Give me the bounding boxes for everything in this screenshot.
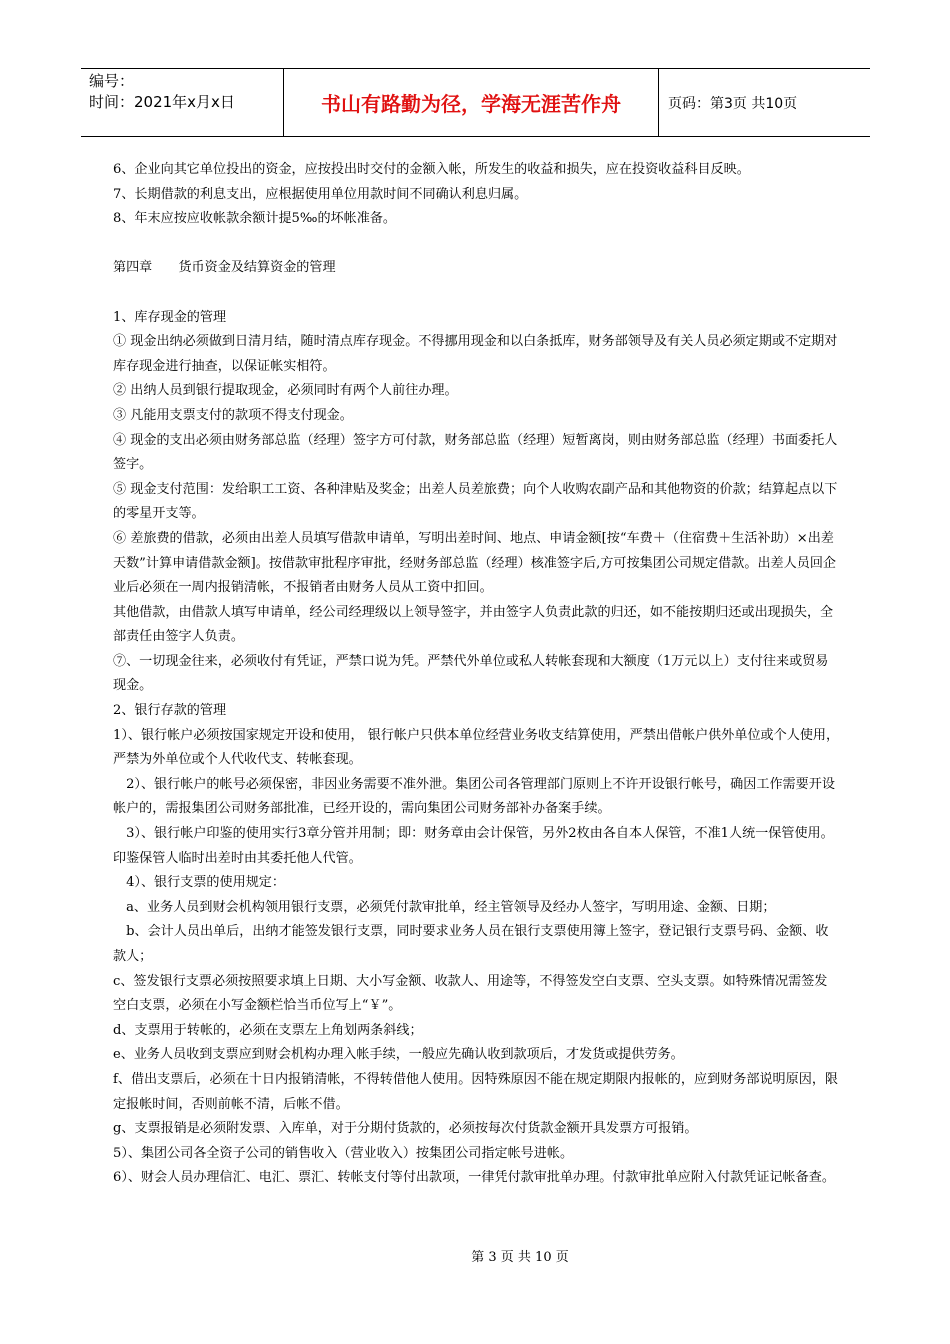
document-body — [113, 158, 840, 1191]
paragraph: 4）、银行支票的使用规定： — [113, 875, 285, 891]
header-page-info: 页码：第3页 共10页 — [668, 95, 798, 112]
paragraph: 1、库存现金的管理 — [113, 309, 227, 325]
paragraph: d、支票用于转帐的，必须在支票左上角划两条斜线； — [113, 1022, 423, 1038]
paragraph: ⑥ 差旅费的借款，必须由出差人员填写借款申请单，写明出差时间、地点、申请金额[按“车费＋（住宿费＋生活补助）×出差天数”计算申请借款金额]。按借款审批程序审批，经财务部总监（经理）核准签字后,方可按集团公司规定借款。出差人员回企业后必须在一周内报销清帐，不报销者由财务人员从工资中扣回。 — [113, 530, 837, 596]
date-line: 时间：2021年x月x日 — [89, 93, 235, 111]
paragraph: f、借出支票后，必须在十日内报销清帐，不得转借他人使用。因特殊原因不能在规定期限内报帐的，应到财务部说明原因，限定报帐时间，否则前帐不清，后帐不借。 — [113, 1071, 838, 1112]
paragraph: 6）、财会人员办理信汇、电汇、票汇、转帐支付等付出款项，一律凭付款审批单办理。付款审批单应附入付款凭证记帐备查。 — [113, 1170, 835, 1186]
paragraph: 2、银行存款的管理 — [113, 703, 227, 719]
paragraph: 1）、银行帐户必须按国家规定开设和使用， 银行帐户只供本单位经营业务收支结算使用，严禁出借帐户供外单位或个人使用，严禁为外单位或个人代收代支、转帐套现。 — [113, 727, 840, 768]
paragraph: 6、企业向其它单位投出的资金，应按投出时交付的金额入帐，所发生的收益和损失，应在投资收益科目反映。 — [113, 162, 750, 177]
paragraph: ⑦、一切现金往来，必须收付有凭证，严禁口说为凭。严禁代外单位或私人转帐套现和大额度（1万元以上）支付往来或贸易现金。 — [113, 653, 829, 694]
paragraph: ④ 现金的支出必须由财务部总监（经理）签字方可付款，财务部总监（经理）短暂离岗，则由财务部总监（经理）书面委托人签字。 — [113, 432, 838, 473]
paragraph: c、签发银行支票必须按照要求填上日期、大小写金额、收款人、用途等，不得签发空白支票、空头支票。如特殊情况需签发空白支票，必须在小写金额栏恰当币位写上“￥”。 — [113, 973, 828, 1014]
paragraph: a、业务人员到财会机构领用银行支票，必须凭付款审批单，经主管领导及经办人签字，写明用途、金额、日期； — [113, 899, 776, 915]
header-motto: 书山有路勤为径，学海无涯苦作舟 — [283, 69, 659, 136]
paragraph: g、支票报销是必须附发票、入库单，对于分期付货款的，必须按每次付货款金额开具发票方可报销。 — [113, 1121, 698, 1137]
paragraph: ① 现金出纳必须做到日清月结，随时清点库存现金。不得挪用现金和以白条抵库，财务部领导及有关人员必须定期或不定期对库存现金进行抽查，以保证帐实相符。 — [113, 334, 838, 374]
paragraph: 3）、银行帐户印鉴的使用实行3章分管并用制；即：财务章由会计保管，另外2枚由各自本人保管，不准1人统一保管使用。印鉴保管人临时出差时由其委托他人代管。 — [113, 826, 834, 866]
paragraph: ② 出纳人员到银行提取现金，必须同时有两个人前往办理。 — [113, 383, 458, 399]
header-info — [81, 69, 283, 136]
paragraph: ③ 凡能用支票支付的款项不得支付现金。 — [113, 407, 353, 423]
paragraph: 第四章 货币资金及结算资金的管理 — [113, 260, 336, 276]
page-footer: 第 3 页 共 10 页 — [471, 1250, 569, 1265]
paragraph: 5）、集团公司各全资子公司的销售收入（营业收入）按集团公司指定帐号进帐。 — [113, 1145, 574, 1161]
paragraph: 其他借款，由借款人填写申请单，经公司经理级以上领导签字，并由签字人负责此款的归还，如不能按期归还或出现损失，全部责任由签字人负责。 — [113, 604, 834, 645]
paragraph: 7、长期借款的利息支出，应根据使用单位用款时间不同确认利息归属。 — [113, 186, 528, 202]
paragraph: 8、年末应按应收帐款余额计提5‰的坏帐准备。 — [113, 211, 397, 227]
paragraph: ⑤ 现金支付范围：发给职工工资、各种津贴及奖金；出差人员差旅费；向个人收购农副产品和其他物资的价款；结算起点以下的零星开支等。 — [113, 481, 838, 522]
paragraph: e、业务人员收到支票应到财会机构办理入帐手续，一般应先确认收到款项后，才发货或提供劳务。 — [113, 1047, 684, 1063]
blank-line — [113, 232, 840, 257]
document-header — [81, 68, 870, 137]
paragraph: b、会计人员出单后，出纳才能签发银行支票，同时要求业务人员在银行支票使用簿上签字，登记银行支票号码、金额、收款人； — [113, 924, 829, 964]
blank-line — [113, 281, 840, 306]
paragraph: 2）、银行帐户的帐号必须保密，非因业务需要不准外泄。集团公司各管理部门原则上不许开设银行帐号，确因工作需要开设帐户的，需报集团公司财务部批准，已经开设的，需向集团公司财务部补办备案手续。 — [113, 776, 835, 817]
number-label: 编号： — [89, 72, 135, 90]
